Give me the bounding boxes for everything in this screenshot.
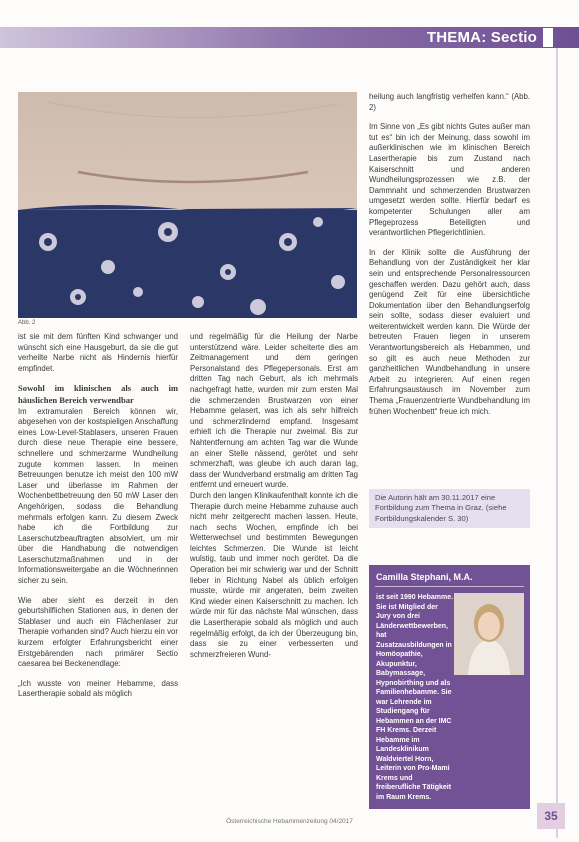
page-number: 35 [537, 803, 565, 829]
paragraph: ist sie mit dem fünften Kind schwanger und wünscht sich eine Hausgeburt, da sie die gut verheilte Narbe nicht als Hindernis hierfür empfindet. [18, 332, 178, 373]
scar-photo [18, 92, 357, 318]
header-tab-marker [543, 28, 553, 47]
divider [375, 586, 524, 587]
paragraph: Im Sinne von „Es gibt nichts Gutes außer man tut es“ bin ich der Meinung, dass sowohl im außerklinischen wie im klinischen Bereich Lasertherapie bis zum Zustand nach Kaiserschnitt und anderen Wundheilungsprozessen wie z.B. der Dammnaht und schmerzenden Brustwarzen umgesetzt werden sollte. Hierfür bedarf es kompetenter Schulungen aller am Pflegeprozess Beteiligten und verantwortlichen Pflegerichtlinien. [369, 122, 530, 238]
text-column-1 [18, 332, 178, 709]
paragraph: „Ich wusste von meiner Hebamme, dass Lasertherapie sobald als möglich [18, 678, 178, 699]
text-column-3 [369, 92, 530, 426]
text-column-2 [190, 332, 358, 669]
author-bio: ist seit 1990 Hebamme. Sie ist Mitglied der Jury von drei Länderwettbewerben, hat Zusatzausbildungen in Homöopathie, Akupunktur, Babymassage, Hypnobirthing und als Familienhebamme. Sie war Lehrende im Studiengang für Hebammen an der IMC FH Krems. Derzeit Hebamme im Landesklinikum Waldviertel Horn, Leiterin von Pro-Mami Krems und freiberufliche Tätigkeit im Raum Krems. [376, 594, 454, 801]
event-notice-box: Die Autorin hält am 30.11.2017 eine Fortbildung zum Thema in Graz. (siehe Fortbildungskalender S. 30) [369, 489, 530, 528]
footer-journal: Österreichische Hebammenzeitung 04/2017 [226, 818, 353, 825]
page-edge-strip [556, 48, 558, 838]
paragraph: und regelmäßig für die Heilung der Narbe unterstützend wäre. Leider scheiterte dies am Zeitmanagement und dem geringen Personalstand des Pflegepersonals. Erst am dritten Tag nach Geburt, als ich mehrmals nachgefragt hatte, wurden mir zum ersten Mal die schmerzenden Brustwarzen von einer Hebamme gelasert, was ich als sehr hilfreich und schmerzlindernd empfand. Insgesamt erhielt ich die Therapie nur zweimal. Bis zur Nahtentfernung am achten Tag war die Wunde an einer Stelle nässend, gerötet und sehr schmerzhaft, was gleube ich auch daran lag, dass der Wundverband erstmalig am dritten Tag entfernt und erneuert wurde. [190, 332, 358, 490]
figure-caption: Abb. 2 [18, 320, 36, 326]
subheading: Sowohl im klinischen als auch im häuslichen Bereich verwendbar [18, 383, 178, 405]
paragraph: Durch den langen Klinikaufenthalt konnte ich die Therapie durch meine Hebamme zuhause auch nicht mehr zeitgerecht machen lassen. Heute, nach sechs Wochen, empfinde ich bei Wetterwechsel und bestimmten Bewegungen leichtes Schmerzen. Die Wunde ist leicht wulstig, taub und immer noch gerötet. Da die Operation bei mir schwierig war und der Schnitt lieber in Richtung Nabel als üblich erfolgen musste, würde mir angeraten, beim zweiten Kind wieder einen Kaiserschnitt zu machen. Ich würde mir für das nächste Mal wünschen, dass die Lasertherapie sobald als möglich und auch regelmäßig erfolgt, da ich der Überzeugung bin, dass sie zu einer verbesserten und schmerzfreieren Wund- [190, 490, 358, 659]
paragraph: In der Klinik sollte die Ausführung der Behandlung von der Zuständigkeit her klar sein und entsprechende Personalressourcen geschaffen werden. Dazu gehört auch, dass genügend Zeit für eine übersichtliche Dokumentation über den Behandlungserfolg sein sollte, sodass dieser evaluiert und weiterentwickelt werden kann. Die Würde der betreuten Frauen liegen in unserem Verantwortungsbereich als Hebammen, und so gilt es auch neue Methoden zur ganzheitlichen Wundbehandlung in unsere Arbeit zu integrieren. Auf einen regen Erfahrungsaustausch im November zum Thema „Frauenzentrierte Wundbehandlung im frühen Wochenbett“ freue ich mich. [369, 247, 530, 416]
author-box [369, 565, 530, 809]
author-name: Camilla Stephani, M.A. [376, 572, 473, 582]
author-portrait [454, 593, 524, 675]
paragraph: Im extramuralen Bereich können wir, abgesehen von der kostspieligen Anschaffung eines Low-Level-Stablasers, unseren Frauen durch diese neue Therapie eine bessere, schnellere und schmerzarme Wundheilung zugute kommen lassen. In meinen Betreuungen benutze ich meist den 100 mW Laser und überlasse im Rahmen der Wochenbettbetreuung den 50 mW Laser den Angehörigen, sodass die Behandlung mehrmals erfolgen kann. Zu diesem Zweck habe ich die Fortbildung zur Laserschutzbeauftragten absolviert, um mir über die Handhabung die notwendigen Laserschutzmaßnahmen und in der Informationsweitergabe an die Wöchnerinnen sicher zu sein. [18, 406, 178, 586]
section-title: THEMA: Sectio [426, 29, 537, 46]
paragraph: Wie aber sieht es derzeit in den geburtshilflichen Stationen aus, in denen der Stablaser und auch ein Flächenlaser zur Therapie vorhanden sind? Auch hierzu ein vor kurzem erfolgter Erfahrungsbericht einer Erstgebärenden nach primärer Sectio caesarea bei Beckenendlage: [18, 595, 178, 669]
paragraph: heilung auch langfristig verhelfen kann.“ (Abb. 2) [369, 92, 530, 112]
